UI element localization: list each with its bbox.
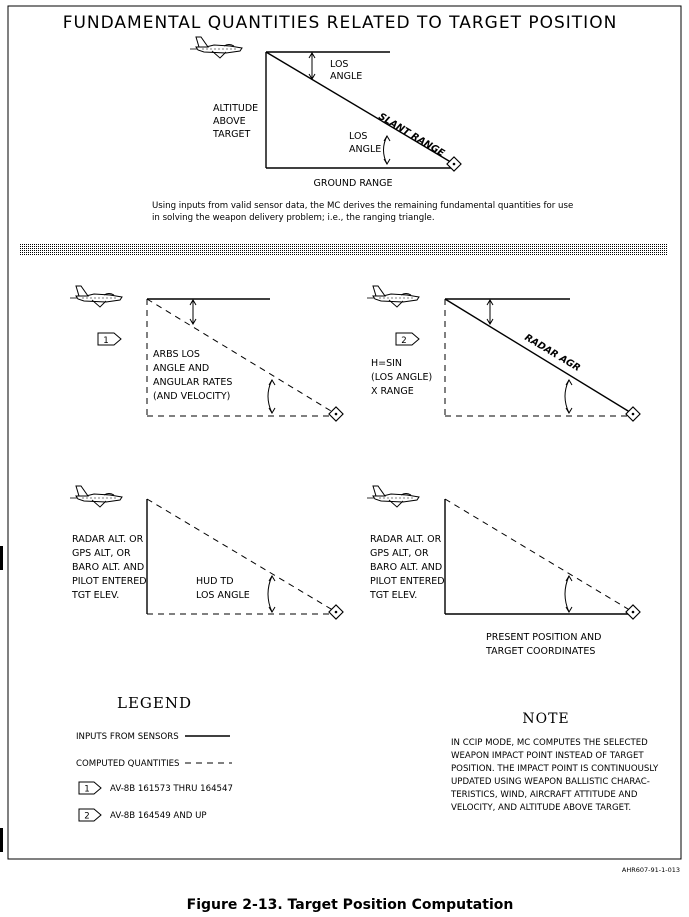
note-title: NOTE — [522, 711, 570, 727]
note-line-1: IN CCIP MODE, MC COMPUTES THE SELECTED — [451, 738, 648, 748]
legend-title: LEGEND — [117, 694, 192, 712]
legend-callout-2 — [79, 809, 101, 821]
p1-text-1: ARBS LOS — [153, 349, 200, 360]
legend-inputs-label: INPUTS FROM SENSORS — [76, 732, 179, 742]
p1-text-4: (AND VELOCITY) — [153, 391, 231, 402]
target-icon — [329, 407, 343, 421]
p2-text-1: H=SIN — [371, 358, 403, 369]
los-angle-bottom-1: LOS — [349, 131, 368, 142]
note-line-3: POSITION. THE IMPACT POINT IS CONTINUOUSLY — [451, 764, 659, 774]
altitude-label-2: ABOVE — [213, 116, 246, 127]
target-icon — [447, 157, 461, 171]
aircraft-icon — [367, 286, 419, 307]
legend — [76, 694, 233, 822]
p4-bottom-2: TARGET COORDINATES — [486, 646, 596, 657]
panel-4 — [367, 486, 640, 657]
legend-item-2: AV-8B 164549 AND UP — [110, 811, 207, 821]
note-line-4: UPDATED USING WEAPON BALLISTIC CHARAC- — [451, 777, 650, 787]
legend-item-1: AV-8B 161573 THRU 164547 — [110, 784, 233, 794]
note-line-2: WEAPON IMPACT POINT INSTEAD OF TARGET — [451, 751, 644, 761]
note-line-6: VELOCITY, AND ALTITUDE ABOVE TARGET. — [451, 803, 632, 813]
aircraft-icon — [190, 37, 242, 58]
los-angle-top-1: LOS — [330, 59, 349, 70]
description-line-2: in solving the weapon delivery problem; i.e., the ranging triangle. — [152, 213, 435, 223]
note — [450, 711, 659, 813]
top-diagram — [190, 37, 461, 189]
p3-left-4: PILOT ENTERED — [72, 576, 147, 587]
callout-2 — [396, 333, 419, 345]
los-angle-top-2: ANGLE — [330, 71, 363, 82]
p3-left-5: TGT ELEV. — [72, 590, 120, 601]
dotted-separator — [20, 244, 668, 256]
legend-callout-1 — [79, 782, 101, 794]
legend-computed-label: COMPUTED QUANTITIES — [76, 759, 180, 769]
radar-agr-label: RADAR AGR — [522, 332, 583, 375]
margin-bar-1 — [0, 546, 3, 570]
diagram-title: FUNDAMENTAL QUANTITIES RELATED TO TARGET POSITION — [62, 13, 618, 33]
p4-left-1: RADAR ALT. OR — [370, 534, 442, 545]
p4-left-5: TGT ELEV. — [370, 590, 418, 601]
altitude-label-1: ALTITUDE — [213, 103, 259, 114]
target-icon — [329, 605, 343, 619]
p4-left-2: GPS ALT, OR — [370, 548, 429, 559]
p3-mid-2: LOS ANGLE — [196, 590, 250, 601]
panel-3 — [70, 486, 343, 619]
p2-text-3: X RANGE — [371, 386, 414, 397]
p1-text-3: ANGULAR RATES — [153, 377, 233, 388]
callout-1 — [98, 333, 121, 345]
ground-range-label: GROUND RANGE — [313, 178, 393, 189]
panel-1 — [70, 286, 343, 421]
panel-2 — [367, 286, 640, 421]
target-icon — [626, 407, 640, 421]
p2-text-2: (LOS ANGLE) — [371, 372, 433, 383]
p4-left-3: BARO ALT. AND — [370, 562, 443, 573]
margin-bar-2 — [0, 828, 3, 852]
target-icon — [626, 605, 640, 619]
aircraft-icon — [367, 486, 419, 507]
p3-left-2: GPS ALT, OR — [72, 548, 131, 559]
p4-left-4: PILOT ENTERED — [370, 576, 445, 587]
p3-left-1: RADAR ALT. OR — [72, 534, 144, 545]
legend-callout-2-number: 2 — [84, 811, 90, 822]
altitude-label-3: TARGET — [213, 129, 251, 140]
callout-1-number: 1 — [103, 336, 109, 346]
figure-id: AHR607-91-1-013 — [621, 866, 680, 874]
figure-caption: Figure 2-13. Target Position Computation — [186, 897, 514, 913]
aircraft-icon — [70, 486, 122, 507]
legend-callout-1-number: 1 — [84, 784, 90, 795]
note-line-5: TERISTICS, WIND, AIRCRAFT ATTITUDE AND — [451, 790, 638, 800]
callout-2-number: 2 — [401, 336, 407, 346]
slant-range-label: SLANT RANGE — [376, 111, 447, 160]
p4-bottom-1: PRESENT POSITION AND — [486, 632, 602, 643]
p3-left-3: BARO ALT. AND — [72, 562, 145, 573]
p1-text-2: ANGLE AND — [153, 363, 210, 374]
los-angle-bottom-2: ANGLE — [349, 144, 382, 155]
p3-mid-1: HUD TD — [196, 576, 234, 587]
aircraft-icon — [70, 286, 122, 307]
description-line-1: Using inputs from valid sensor data, the MC derives the remaining fundamental quantities for use — [152, 201, 574, 211]
